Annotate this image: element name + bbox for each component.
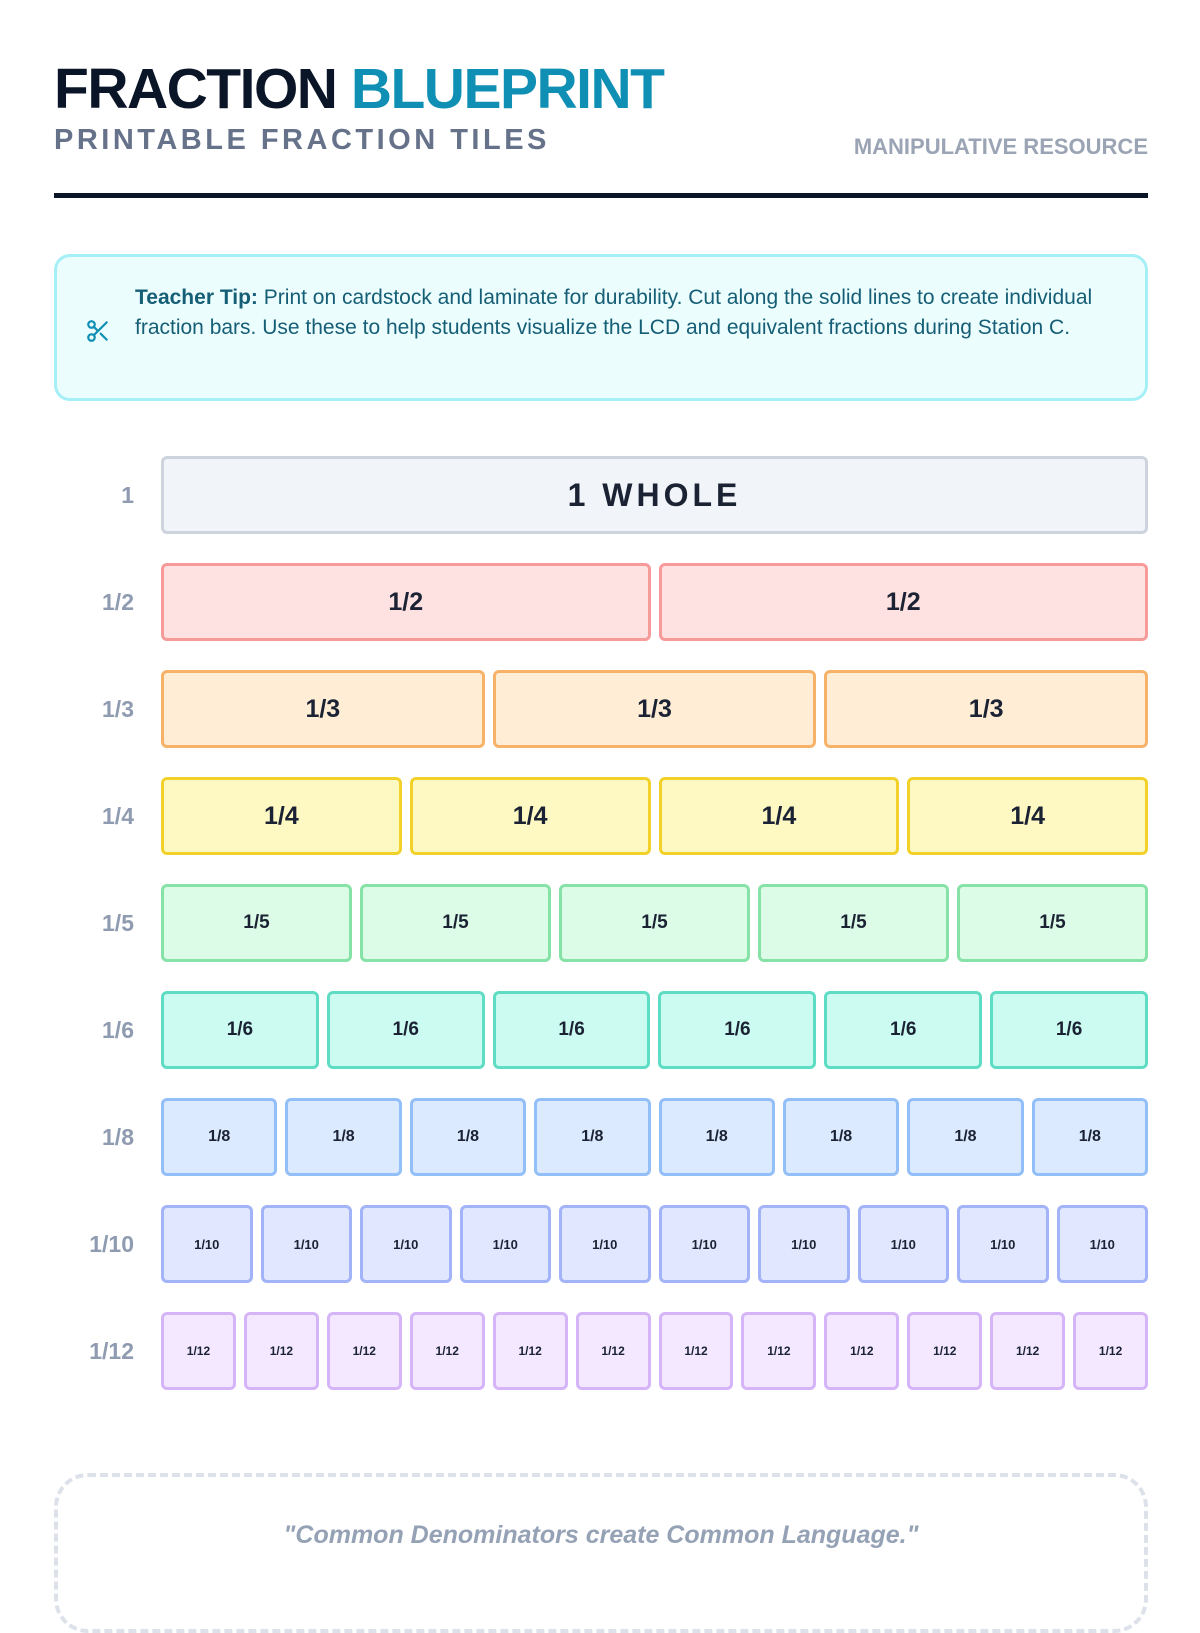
fraction-tile: 1/8	[410, 1098, 526, 1176]
teacher-tip-body: Print on cardstock and laminate for durability. Cut along the solid lines to create individual fraction bars. Use these to help students visualize the LCD and equivalent fractions during Station C.	[135, 286, 1093, 339]
fraction-tile: 1/12	[990, 1312, 1065, 1390]
fraction-tile: 1/8	[1032, 1098, 1148, 1176]
page-title	[54, 54, 663, 124]
row-label: 1/4	[102, 803, 134, 829]
fraction-tile: 1/10	[460, 1205, 552, 1283]
teacher-tip-text	[135, 283, 1125, 343]
scissors-icon	[85, 318, 111, 344]
fraction-tile: 1/4	[161, 777, 402, 855]
row-label: 1/10	[89, 1231, 134, 1257]
fraction-tile: 1/2	[659, 563, 1149, 641]
fraction-tile: 1/8	[907, 1098, 1023, 1176]
fraction-tile: 1/3	[493, 670, 817, 748]
fraction-tile: 1/8	[534, 1098, 650, 1176]
fraction-tile: 1/12	[244, 1312, 319, 1390]
row-label: 1/6	[102, 1017, 134, 1043]
title-part-1: FRACTION	[54, 57, 337, 121]
fraction-tile: 1/10	[957, 1205, 1049, 1283]
fraction-tile: 1/6	[990, 991, 1148, 1069]
fraction-tile: 1/12	[161, 1312, 236, 1390]
tile-group	[161, 1205, 1148, 1283]
fraction-tile: 1/10	[758, 1205, 850, 1283]
fraction-tile: 1/10	[559, 1205, 651, 1283]
fraction-tile: 1/12	[907, 1312, 982, 1390]
fraction-tile: 1/6	[327, 991, 485, 1069]
fraction-tile: 1/12	[576, 1312, 651, 1390]
fraction-tile: 1/10	[659, 1205, 751, 1283]
tile-group	[161, 1098, 1148, 1176]
teacher-tip-box	[54, 254, 1148, 401]
fraction-tile: 1/8	[783, 1098, 899, 1176]
row-label: 1/3	[102, 696, 134, 722]
row-label: 1/2	[102, 589, 134, 615]
row-label: 1/12	[89, 1338, 134, 1364]
page-subtitle: PRINTABLE FRACTION TILES	[54, 124, 550, 156]
fraction-tile: 1/10	[261, 1205, 353, 1283]
fraction-tile: 1/4	[659, 777, 900, 855]
fraction-tile: 1/12	[410, 1312, 485, 1390]
fraction-tile: 1/8	[285, 1098, 401, 1176]
fraction-tile: 1/6	[824, 991, 982, 1069]
fraction-tile: 1/5	[758, 884, 949, 962]
whole-tile: 1 WHOLE	[161, 456, 1148, 534]
row-label: 1/5	[102, 910, 134, 936]
quote-box	[54, 1473, 1148, 1633]
fraction-tile: 1/10	[1057, 1205, 1149, 1283]
tile-group	[161, 991, 1148, 1069]
fraction-row	[54, 456, 1148, 534]
fraction-row	[54, 563, 1148, 641]
fraction-tile: 1/4	[907, 777, 1148, 855]
fraction-row	[54, 777, 1148, 855]
fraction-row	[54, 670, 1148, 748]
fraction-tile: 1/12	[824, 1312, 899, 1390]
tile-group	[161, 884, 1148, 962]
teacher-tip-label: Teacher Tip:	[135, 286, 258, 309]
fraction-tile: 1/2	[161, 563, 651, 641]
tile-group	[161, 1312, 1148, 1390]
fraction-tile: 1/12	[1073, 1312, 1148, 1390]
resource-label: MANIPULATIVE RESOURCE	[853, 134, 1148, 159]
fraction-tile: 1/12	[659, 1312, 734, 1390]
tile-group	[161, 777, 1148, 855]
fraction-tile: 1/10	[858, 1205, 950, 1283]
fraction-tile: 1/5	[161, 884, 352, 962]
fraction-tile: 1/8	[161, 1098, 277, 1176]
tile-group	[161, 563, 1148, 641]
title-part-2: BLUEPRINT	[350, 57, 664, 121]
fraction-row	[54, 1098, 1148, 1176]
row-label: 1	[121, 482, 134, 508]
row-label: 1/8	[102, 1124, 134, 1150]
tile-group	[161, 670, 1148, 748]
fraction-tile: 1/12	[327, 1312, 402, 1390]
fraction-tile: 1/3	[824, 670, 1148, 748]
fraction-row	[54, 1205, 1148, 1283]
fraction-tile: 1/10	[360, 1205, 452, 1283]
fraction-tile: 1/3	[161, 670, 485, 748]
fraction-tile: 1/4	[410, 777, 651, 855]
fraction-row	[54, 884, 1148, 962]
fraction-tile: 1/10	[161, 1205, 253, 1283]
fraction-tile: 1/6	[493, 991, 651, 1069]
fraction-tile: 1/12	[741, 1312, 816, 1390]
fraction-tile: 1/5	[559, 884, 750, 962]
footer-quote: "Common Denominators create Common Language."	[283, 1521, 919, 1549]
fraction-tile: 1/6	[658, 991, 816, 1069]
fraction-tile: 1/8	[659, 1098, 775, 1176]
fraction-tile: 1/6	[161, 991, 319, 1069]
fraction-tile: 1/12	[493, 1312, 568, 1390]
fraction-row	[54, 1312, 1148, 1390]
fraction-row	[54, 991, 1148, 1069]
header-divider	[54, 193, 1148, 198]
tile-group	[161, 456, 1148, 534]
fraction-tile: 1/5	[957, 884, 1148, 962]
fraction-tile: 1/5	[360, 884, 551, 962]
